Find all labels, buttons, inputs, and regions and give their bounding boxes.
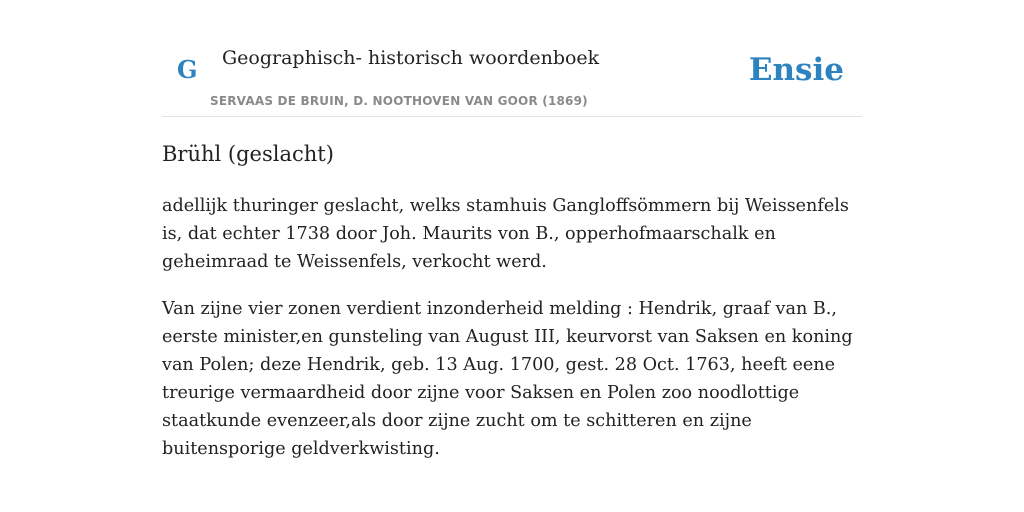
book-authors: SERVAAS DE BRUIN, D. NOOTHOVEN VAN GOOR (1869) bbox=[210, 94, 588, 108]
brand-logo-link[interactable]: Ensie bbox=[748, 52, 844, 88]
entry-title: Brühl (geslacht) bbox=[162, 142, 334, 166]
entry-paragraph: Van zijne vier zonen verdient inzonderheid melding : Hendrik, graaf van B., eerste minister,en gunsteling van August III, keurvorst van Saksen en koning van Polen; deze Hendrik, geb. 13 Aug. 1700, gest. 28 Oct. 1763, heeft eene treurige vermaardheid door zijne voor Saksen en Polen zoo noodlottige staatkunde evenzeer,als door zijne zucht om te schitteren en zijne buitensporige geldverkwisting. bbox=[162, 299, 853, 459]
book-title-link[interactable]: Geographisch- historisch woordenboek bbox=[222, 47, 600, 69]
book-logo[interactable]: G bbox=[177, 55, 198, 84]
entry-paragraph: adellijk thuringer geslacht, welks stamhuis Gangloffsömmern bij Weissenfels is, dat echter 1738 door Joh. Maurits von B., opperhofmaarschalk en geheimraad te Weissenfels, verkocht werd. bbox=[162, 196, 849, 272]
entry-body bbox=[162, 192, 862, 482]
page-header bbox=[162, 0, 862, 117]
